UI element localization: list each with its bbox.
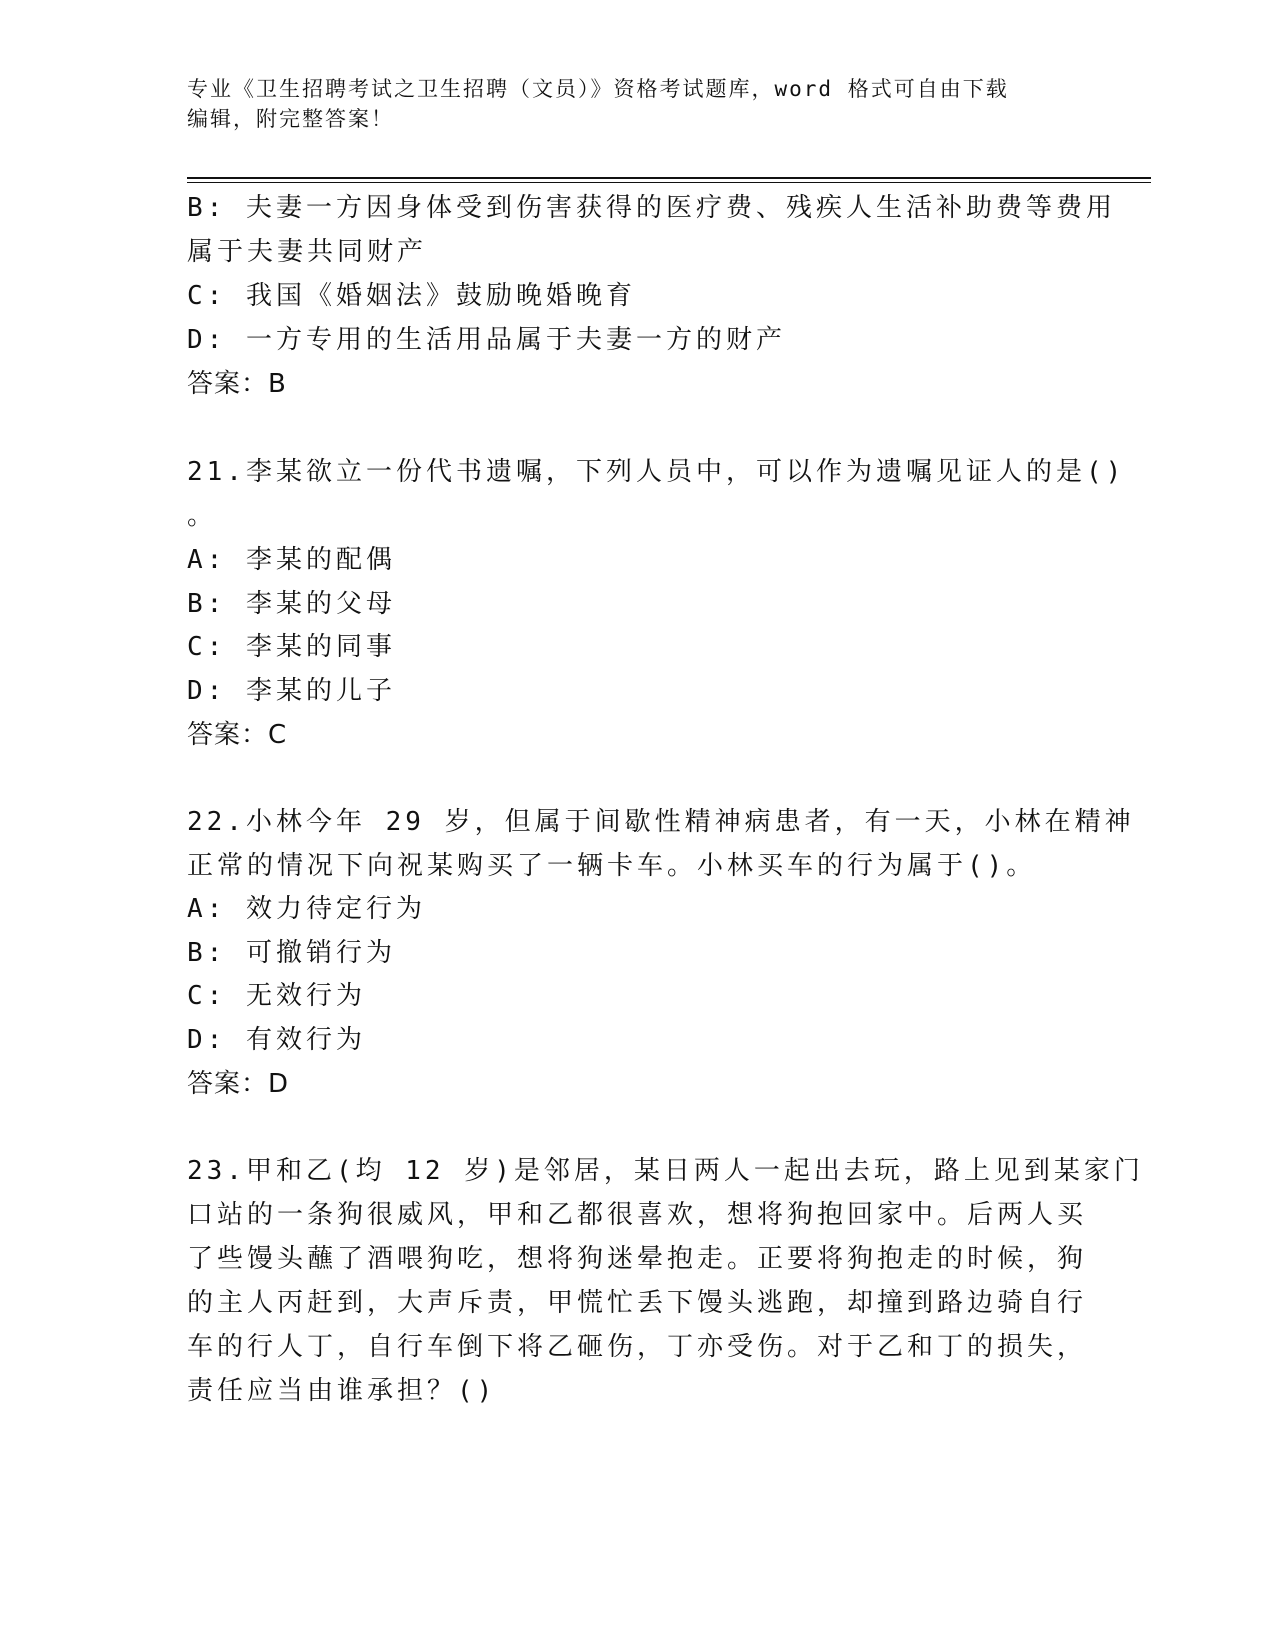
document-header [187, 74, 1067, 134]
prev-option-c: C: 我国《婚姻法》鼓励晚婚晚育 [187, 281, 636, 311]
prev-option-b-line-1: B: 夫妻一方因身体受到伤害获得的医疗费、残疾人生活补助费等费用 [187, 193, 1116, 223]
q21-stem-line-1: 21.李某欲立一份代书遗嘱，下列人员中，可以作为遗嘱见证人的是() [187, 457, 1126, 487]
prev-answer: 答案：B [187, 369, 287, 399]
q23-stem-line-2: 口站的一条狗很威风，甲和乙都很喜欢，想将狗抱回家中。后两人买 [187, 1200, 1088, 1230]
q22-answer: 答案：D [187, 1069, 290, 1099]
q22-option-c: C: 无效行为 [187, 981, 366, 1011]
q22-option-b: B: 可撤销行为 [187, 938, 396, 968]
q22-option-a: A: 效力待定行为 [187, 894, 426, 924]
q22-stem-line-1: 22.小林今年 29 岁，但属于间歇性精神病患者，有一天，小林在精神 [187, 807, 1135, 837]
q21-option-a: A: 李某的配偶 [187, 545, 396, 575]
prev-option-d: D: 一方专用的生活用品属于夫妻一方的财产 [187, 325, 786, 355]
q23-stem-line-6: 责任应当由谁承担？() [187, 1376, 497, 1406]
q21-answer: 答案：C [187, 720, 288, 750]
q21-option-d: D: 李某的儿子 [187, 676, 396, 706]
q23-stem-line-1: 23.甲和乙(均 12 岁)是邻居，某日两人一起出去玩，路上见到某家门 [187, 1156, 1144, 1186]
prev-option-b-line-2: 属于夫妻共同财产 [187, 237, 428, 267]
q21-stem-line-2: 。 [187, 501, 218, 531]
q22-stem-line-2: 正常的情况下向祝某购买了一辆卡车。小林买车的行为属于()。 [187, 851, 1037, 881]
q21-option-b: B: 李某的父母 [187, 589, 396, 619]
q23-stem-line-4: 的主人丙赶到，大声斥责，甲慌忙丢下馒头逃跑，却撞到路边骑自行 [187, 1288, 1088, 1318]
q21-option-c: C: 李某的同事 [187, 632, 396, 662]
q23-stem-line-5: 车的行人丁，自行车倒下将乙砸伤，丁亦受伤。对于乙和丁的损失， [187, 1332, 1088, 1362]
q23-stem-line-3: 了些馒头蘸了酒喂狗吃，想将狗迷晕抱走。正要将狗抱走的时候，狗 [187, 1244, 1088, 1274]
header-line-1: 专业《卫生招聘考试之卫生招聘（文员）》资格考试题库，word 格式可自由下载 [187, 77, 1009, 101]
header-divider [187, 177, 1151, 183]
header-line-2: 编辑，附完整答案！ [187, 107, 394, 131]
q22-option-d: D: 有效行为 [187, 1025, 366, 1055]
